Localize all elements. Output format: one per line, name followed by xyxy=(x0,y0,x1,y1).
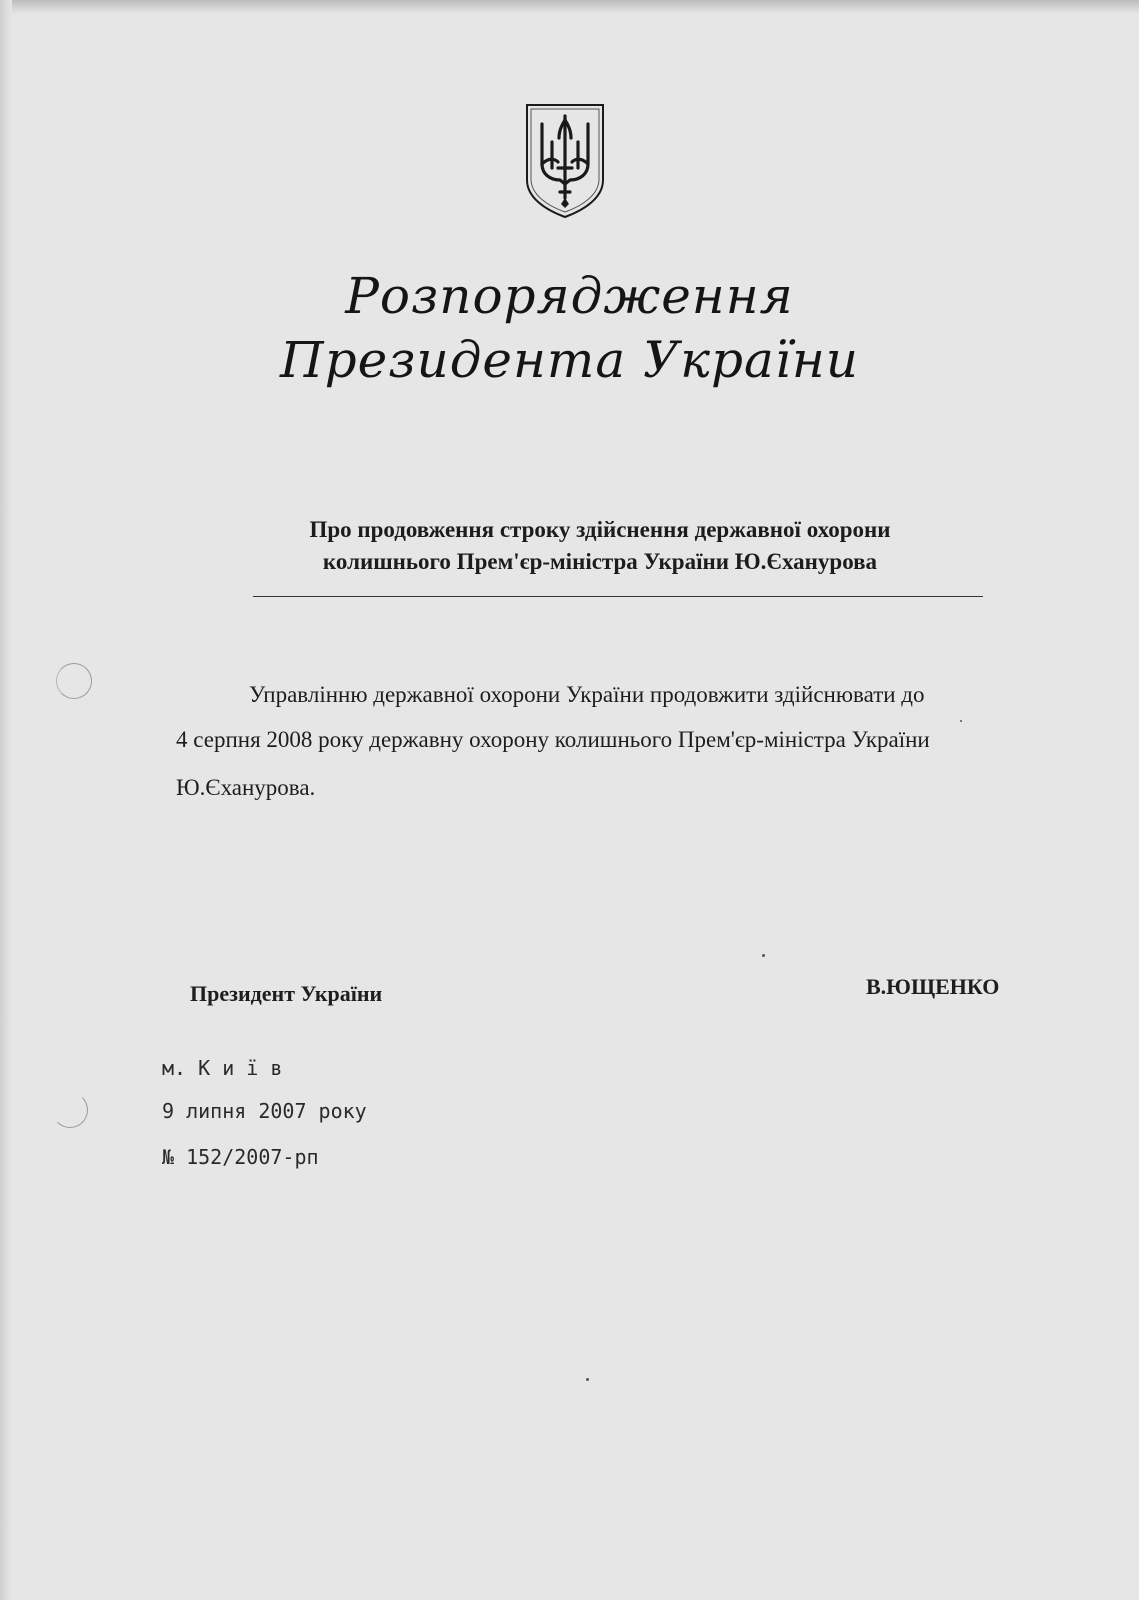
scan-speck xyxy=(586,1378,589,1381)
signatory-name: В.ЮЩЕНКО xyxy=(866,974,1000,999)
punch-hole-icon xyxy=(56,663,92,699)
scan-left-edge xyxy=(0,0,12,1600)
scan-speck xyxy=(960,720,962,722)
punch-hole-icon xyxy=(52,1092,88,1128)
document-title-line2: Президента України xyxy=(280,331,859,389)
subject-line1: Про продовження строку здійснення державної охорони xyxy=(309,517,891,542)
body-line1: Управлінню державної охорони України продовжити здійснювати до xyxy=(249,682,925,707)
trident-coat-of-arms-icon xyxy=(524,102,606,220)
subject-line2: колишнього Прем'єр-міністра України Ю.Єханурова xyxy=(322,549,878,574)
signatory-position: Президент України xyxy=(190,981,383,1006)
issue-city: м. К и ї в xyxy=(162,1056,283,1080)
document-title-line1: Розпорядження xyxy=(345,267,794,325)
issue-date: 9 липня 2007 року xyxy=(162,1099,367,1123)
subject-underline xyxy=(253,596,983,597)
body-line3: Ю.Єханурова. xyxy=(176,775,316,800)
body-line2: 4 серпня 2008 року державну охорону колишнього Прем'єр-міністра України xyxy=(176,727,930,752)
scan-speck xyxy=(762,954,765,957)
scan-top-edge xyxy=(0,0,1139,14)
document-number: № 152/2007-рп xyxy=(162,1145,319,1169)
